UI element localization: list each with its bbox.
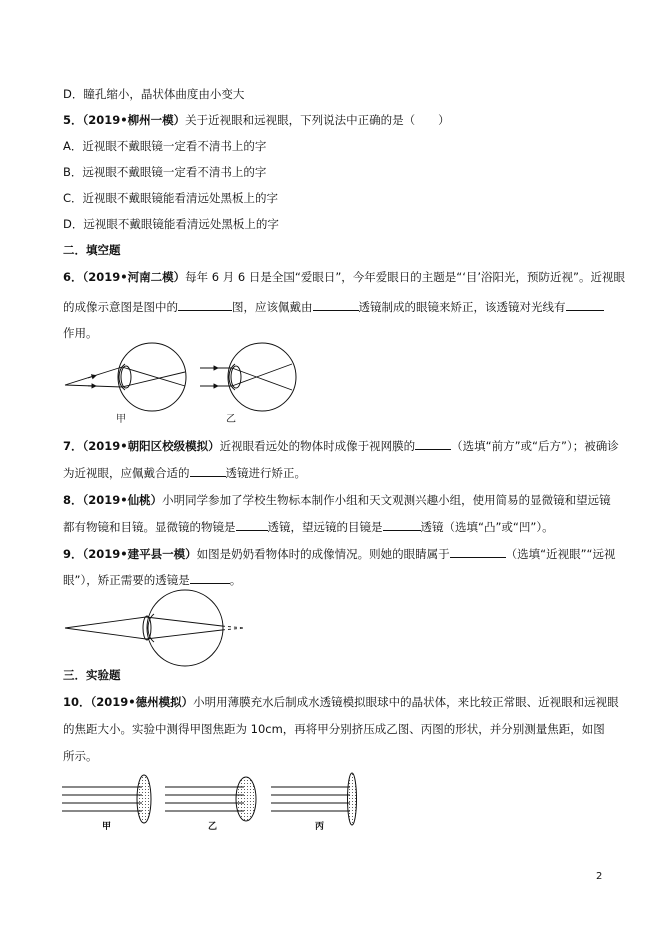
eye-diagram-jia: [65, 343, 186, 411]
q5-option-b: B．远视眼不戴眼镜一定看不清书上的字: [63, 165, 267, 179]
q8-blank-1[interactable]: [236, 518, 268, 531]
q7-blank-1[interactable]: [415, 437, 451, 450]
q9-text-1a: 如图是奶奶看物体时的成像情况。则她的眼睛属于: [196, 547, 450, 561]
q6-line-1: [63, 269, 625, 285]
q10-source: （2019•德州模拟）: [90, 695, 194, 709]
q8-text-1: 小明同学参加了学校生物标本制作小组和天文观测兴趣小组，使用简易的显微镜和望远镜: [162, 493, 611, 507]
q7-text-2a: 为近视眼，应佩戴合适的: [63, 466, 190, 480]
q6-blank-1[interactable]: [178, 298, 232, 311]
q7-text-2b: 透镜进行矫正。: [225, 466, 306, 480]
water-lens-yi: [165, 777, 256, 821]
water-lens-jia: [62, 775, 151, 823]
q10-label-yi: 乙: [208, 822, 218, 832]
q5-stem: [63, 112, 450, 128]
q5-option-a: A．近视眼不戴眼镜一定看不清书上的字: [63, 139, 267, 153]
ray-extension: [222, 626, 244, 628]
q5-question: 关于近视眼和远视眼，下列说法中正确的是（ ）: [185, 113, 450, 127]
section-heading-experiment: 三．实验题: [63, 668, 121, 682]
q10-number: 10．: [63, 695, 91, 709]
q8-blank-2[interactable]: [383, 518, 421, 531]
water-lens-bing: [271, 773, 357, 825]
q9-line-1: [63, 545, 616, 562]
q7-source: （2019•朝阳区校级模拟）: [82, 439, 220, 453]
q5-option-d: D．远视眼不戴眼镜能看清远处黑板上的字: [63, 217, 279, 231]
ray-extension: [222, 628, 244, 630]
ray: [65, 617, 146, 628]
q6-label-jia: 甲: [116, 414, 126, 425]
q6-text-2c: 透镜制成的眼镜来矫正，该透镜对光线有: [358, 300, 566, 314]
q9-blank-2[interactable]: [190, 571, 230, 584]
q6-blank-2[interactable]: [313, 298, 359, 311]
eye-diagram-yi: [200, 343, 296, 411]
q9-source: （2019•建平县一模）: [82, 547, 197, 561]
ray: [65, 628, 146, 639]
q6-blank-3[interactable]: [566, 298, 604, 311]
q6-text-2b: 图，应该佩戴由: [232, 300, 313, 314]
q5-source: （2019•柳州一模）: [82, 113, 186, 127]
q9-line-2: [63, 571, 241, 588]
ray: [122, 372, 185, 387]
q7-line-2: [63, 464, 306, 481]
q5-option-c: C．近视眼不戴眼镜能看清远处黑板上的字: [63, 191, 279, 205]
q8-line-2: [63, 518, 554, 535]
q9-text-2b: 。: [229, 573, 242, 587]
q6-label-yi: 乙: [226, 414, 236, 425]
q6-eye-diagrams: [60, 342, 390, 422]
q10-label-jia: 甲: [102, 822, 112, 832]
q5-number: 5．: [63, 113, 83, 127]
q9-eye-diagram: [60, 590, 250, 670]
q7-line-1: [63, 437, 619, 454]
q6-number: 6．: [63, 270, 83, 284]
q6-text-1: 每年 6 月 6 日是全国“爱眼日”，今年爱眼日的主题是“‘目’浴阳光，预防近视”。近视眼: [185, 270, 626, 284]
q9-text-1b: （选填“近视眼”“远视: [505, 547, 616, 561]
q9-text-2a: 眼”），矫正需要的透镜是: [63, 573, 190, 587]
q10-text-2: 的焦距大小。实验中测得甲图焦距为 10cm，再将甲分别挤压成乙图、丙图的形状，并分别测量焦距，如图: [63, 722, 605, 736]
q6-text-2a: 的成像示意图是图中的: [63, 300, 178, 314]
q10-text-1: 小明用薄膜充水后制成水透镜模拟眼球中的晶状体，来比较正常眼、近视眼和远视眼: [193, 695, 619, 709]
q8-text-2c: 透镜（选填“凸”或“凹”）。: [420, 520, 554, 534]
q7-text-1a: 近视眼看远处的物体时成像于视网膜的: [219, 439, 416, 453]
q8-number: 8．: [63, 493, 83, 507]
q10-text-3: 所示。: [63, 749, 98, 763]
section-heading-fill-blank: 二．填空题: [63, 243, 121, 257]
q4-option-d: D．瞳孔缩小，晶状体曲度由小变大: [63, 87, 245, 101]
page-number: 2: [596, 871, 603, 882]
arrow: [88, 376, 96, 379]
q7-blank-2[interactable]: [190, 464, 226, 477]
q9-number: 9．: [63, 547, 83, 561]
ray: [146, 617, 222, 626]
q8-text-2a: 都有物镜和目镜。显微镜的物镜是: [63, 520, 236, 534]
q8-line-1: [63, 492, 611, 508]
q7-text-1b: （选填“前方”或“后方”）；被确诊: [451, 439, 619, 453]
q10-line-1: [63, 694, 619, 710]
q6-source: （2019•河南二模）: [82, 270, 186, 284]
q7-number: 7．: [63, 439, 83, 453]
q6-text-3: 作用。: [63, 326, 98, 340]
q8-text-2b: 透镜，望远镜的目镜是: [267, 520, 383, 534]
q9-blank-1[interactable]: [450, 545, 506, 558]
ray: [146, 630, 222, 639]
q10-label-bing: 丙: [315, 822, 325, 832]
q6-line-2: [63, 298, 604, 315]
q8-source: （2019•仙桃）: [82, 493, 163, 507]
